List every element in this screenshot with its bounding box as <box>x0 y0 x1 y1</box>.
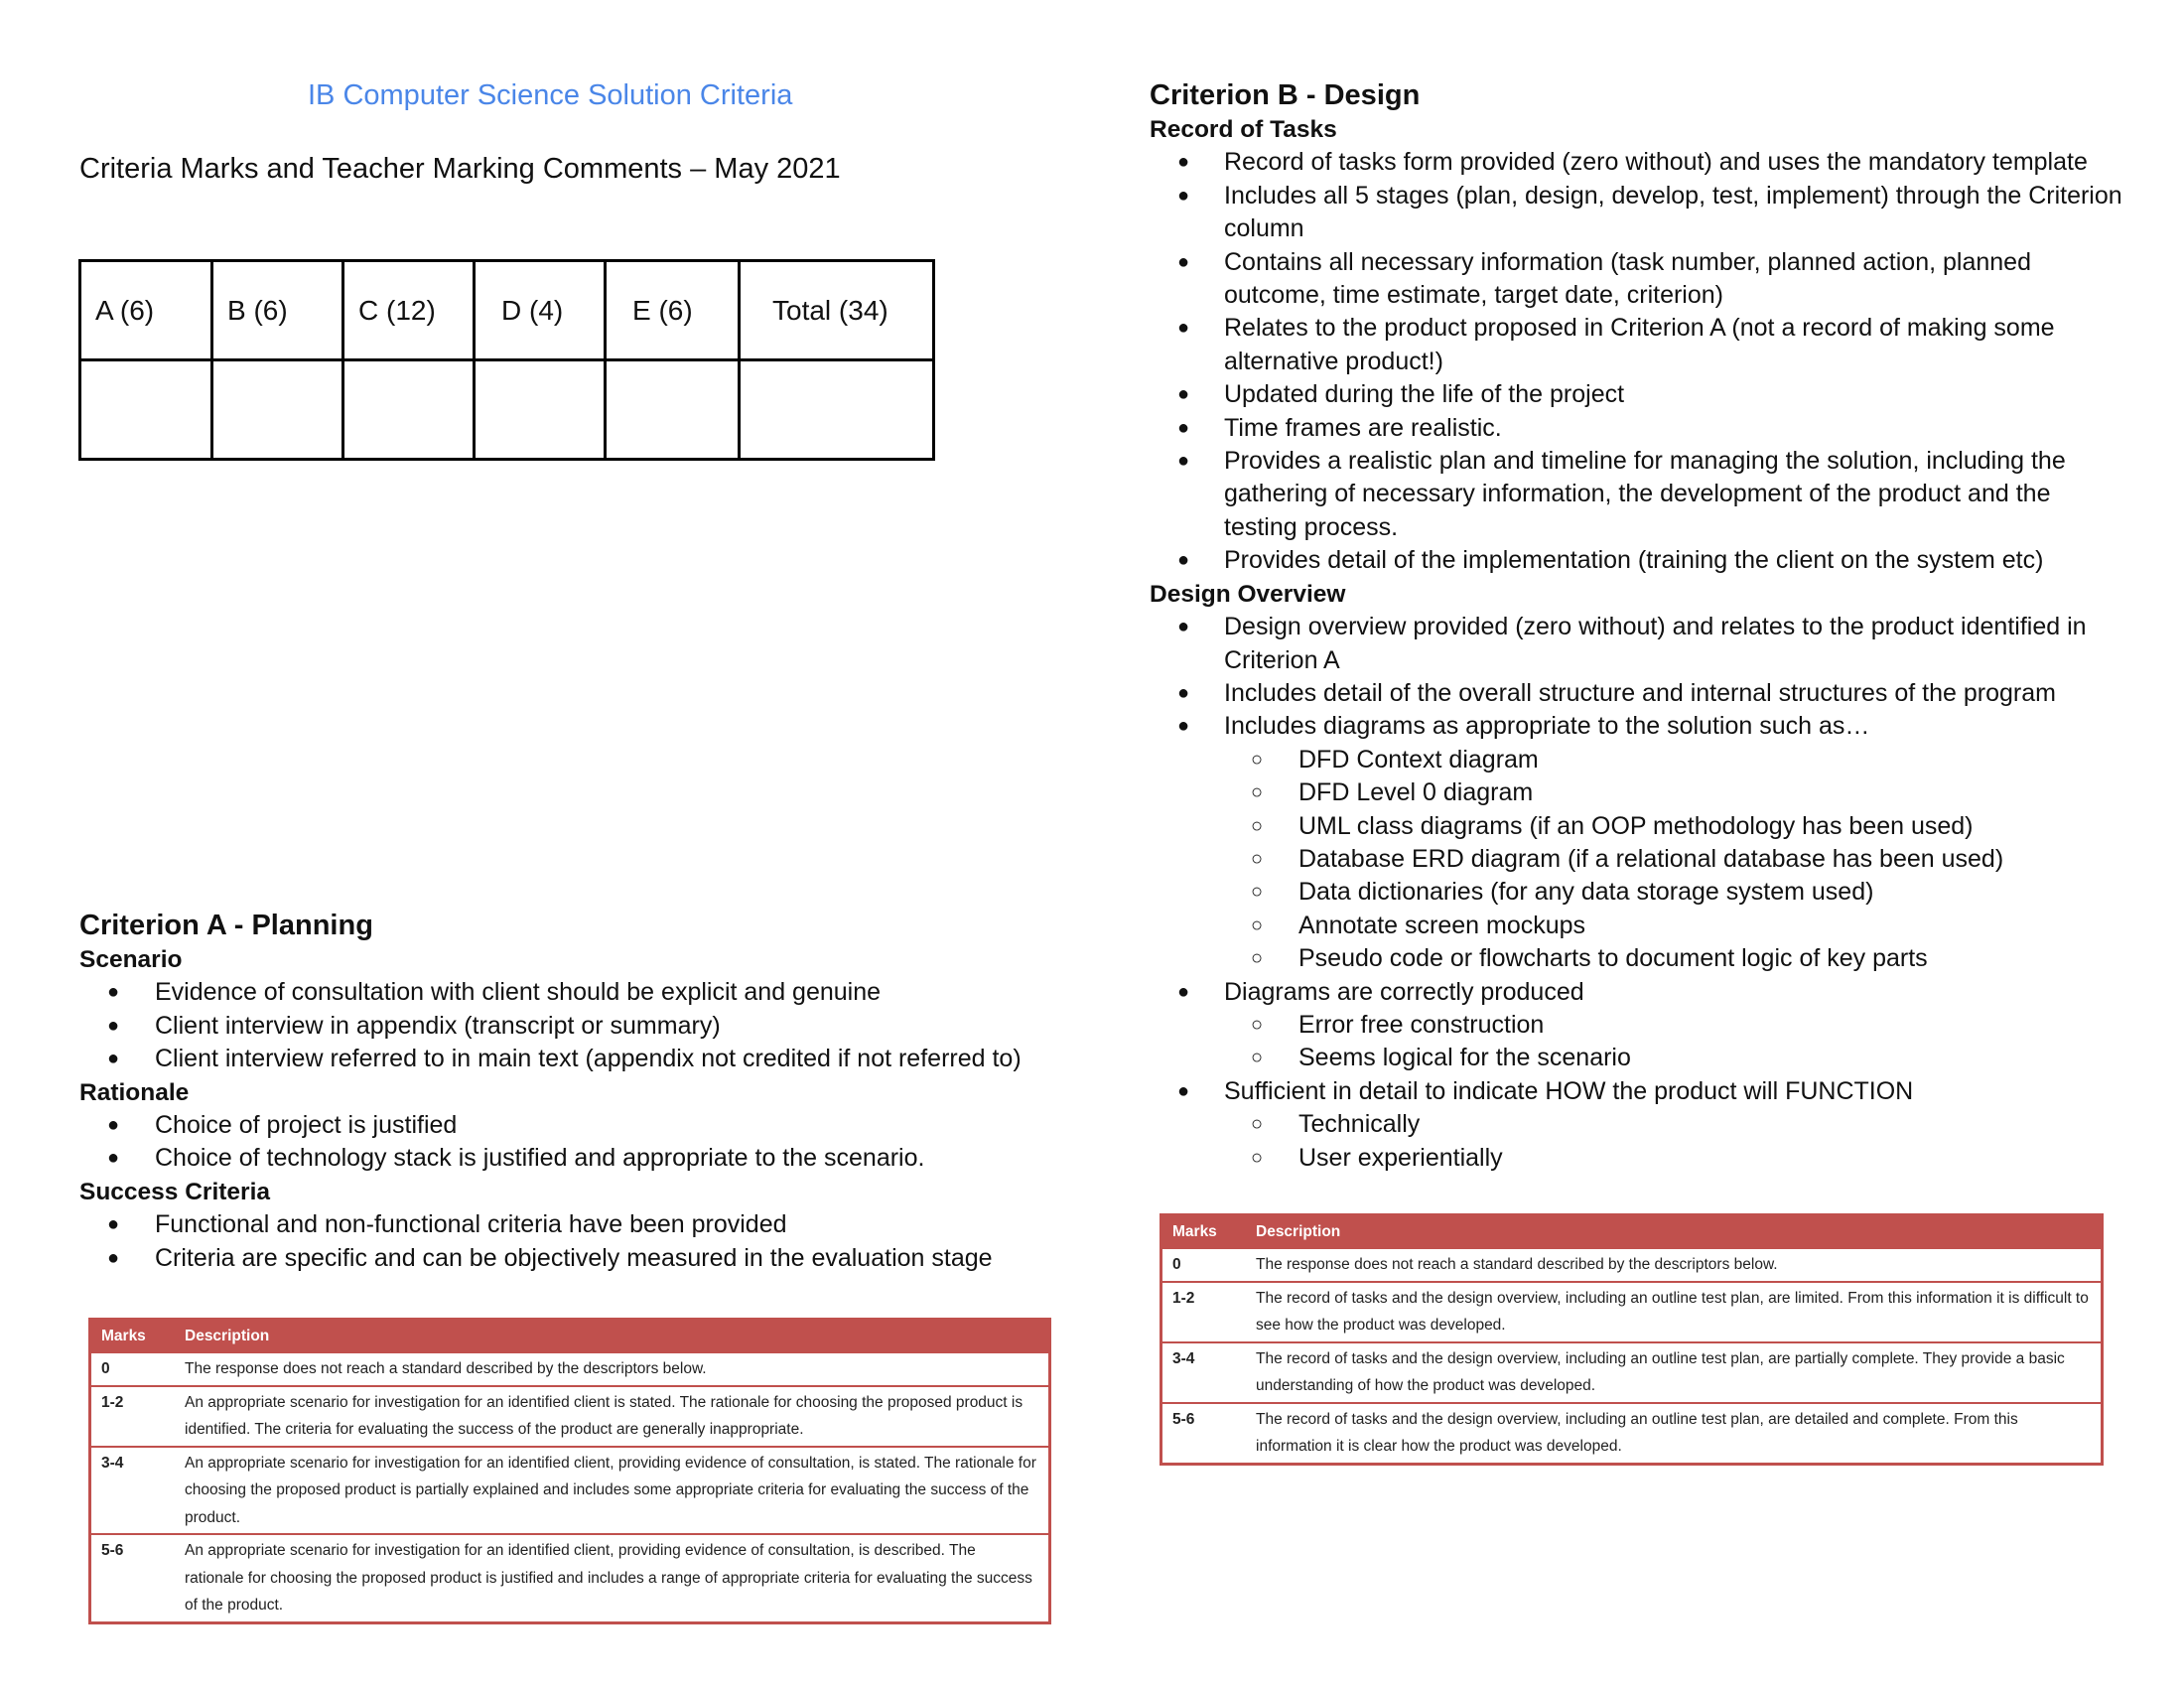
list-item: ● Includes diagrams as appropriate to the solution such as… <box>1150 710 2122 743</box>
marks-header-row <box>80 261 934 360</box>
list-item: ● Sufficient in detail to indicate HOW the product will FUNCTION <box>1150 1075 2122 1108</box>
design-overview-heading: Design Overview <box>1150 580 1346 608</box>
hollow-bullet-icon: ○ <box>1251 748 1264 771</box>
list-item: ○ Pseudo code or flowcharts to document logic of key parts <box>1150 942 2122 975</box>
bullet-icon: ● <box>107 1147 120 1170</box>
marks-value-cell-total[interactable] <box>740 360 934 460</box>
list-item: ● Client interview referred to in main text (appendix not credited if not referred to) <box>79 1043 1072 1075</box>
hollow-bullet-icon: ○ <box>1251 914 1264 936</box>
list-item: ○ DFD Context diagram <box>1150 744 2122 776</box>
bullet-icon: ● <box>107 1114 120 1137</box>
marks-value-cell-e[interactable] <box>606 360 740 460</box>
rubric-marks-cell: 0 <box>90 1352 176 1386</box>
rubric-marks-cell: 5-6 <box>90 1534 176 1622</box>
bullet-icon: ● <box>1177 980 1190 1003</box>
list-item: ● Design overview provided (zero without) and relates to the product identified in Criterion A <box>1177 613 2087 674</box>
design-overview-list <box>1150 611 2122 1175</box>
bullet-icon: ● <box>1177 383 1190 406</box>
list-item: ● Provides a realistic plan and timeline for managing the solution, including the gathering of necessary information, the development of the product and the testing process. <box>1177 447 2066 541</box>
bullet-icon: ● <box>1177 681 1190 704</box>
document-subtitle: Criteria Marks and Teacher Marking Comments – May 2021 <box>79 153 841 185</box>
list-item: ● Contains all necessary information (task number, planned action, planned outcome, time estimate, target date, criterion) <box>1177 247 2031 310</box>
marks-value-cell-a[interactable] <box>80 360 212 460</box>
bullet-icon: ● <box>1177 450 1190 473</box>
rubric-description-cell: The record of tasks and the design overview, including an outline test plan, are partially complete. They provide a basic understanding of how the product was developed. <box>1246 1342 2103 1403</box>
list-item: ○ Annotate screen mockups <box>1150 910 2122 942</box>
list-item: ● Includes detail of the overall structure and internal structures of the program <box>1150 677 2122 710</box>
scenario-heading: Scenario <box>79 946 183 973</box>
rubric-marks-cell: 1-2 <box>1161 1282 1247 1342</box>
rubric-marks-header: Marks <box>1161 1215 1247 1249</box>
marks-value-cell-c[interactable] <box>343 360 475 460</box>
rubric-marks-cell: 0 <box>1161 1248 1247 1282</box>
hollow-bullet-icon: ○ <box>1251 847 1264 870</box>
marks-header-cell: B (6) <box>212 261 343 360</box>
list-item: ○ Data dictionaries (for any data storage system used) <box>1150 876 2122 909</box>
list-item: ● Evidence of consultation with client should be explicit and genuine <box>79 976 1072 1009</box>
success-criteria-list <box>79 1208 1072 1275</box>
bullet-icon: ● <box>107 981 120 1004</box>
table-row <box>1161 1342 2103 1403</box>
hollow-bullet-icon: ○ <box>1251 1047 1264 1069</box>
list-item: ● Updated during the life of the project <box>1150 378 2122 411</box>
list-item: ● Relates to the product proposed in Criterion A (not a record of making some alternative product!) <box>1177 314 2055 375</box>
hollow-bullet-icon: ○ <box>1251 881 1264 904</box>
list-item: ● Provides detail of the implementation (training the client on the system etc) <box>1150 544 2122 577</box>
list-item: ● Time frames are realistic. <box>1150 412 2122 445</box>
rubric-description-cell: The response does not reach a standard described by the descriptors below. <box>1246 1248 2103 1282</box>
rubric-description-cell: An appropriate scenario for investigation for an identified client, providing evidence of consultation, is stated. The rationale for choosing the proposed product is partially explained and includes some appropriate criteria for evaluating the success of the product. <box>175 1447 1050 1535</box>
list-item: ○ UML class diagrams (if an OOP methodology has been used) <box>1150 810 2122 843</box>
bullet-icon: ● <box>1177 250 1190 273</box>
list-item: ● Criteria are specific and can be objectively measured in the evaluation stage <box>79 1242 1072 1275</box>
bullet-icon: ● <box>1177 1079 1190 1102</box>
criterion-b-section <box>1150 77 2122 1175</box>
rubric-description-header: Description <box>1246 1215 2103 1249</box>
record-of-tasks-list <box>1150 146 2122 577</box>
rubric-marks-cell: 3-4 <box>90 1447 176 1535</box>
marks-header-cell: D (4) <box>475 261 606 360</box>
bullet-icon: ● <box>1177 151 1190 174</box>
bullet-icon: ● <box>1177 616 1190 638</box>
list-item: ● Includes all 5 stages (plan, design, develop, test, implement) through the Criterion column <box>1177 181 2122 243</box>
scenario-list <box>79 976 1072 1075</box>
hollow-bullet-icon: ○ <box>1251 1146 1264 1169</box>
list-item: ● Functional and non-functional criteria have been provided <box>79 1208 1072 1241</box>
list-item: ○ Seems logical for the scenario <box>1150 1042 2122 1074</box>
rubric-header-row <box>90 1320 1050 1353</box>
success-criteria-heading: Success Criteria <box>79 1178 271 1205</box>
rubric-description-cell: An appropriate scenario for investigation for an identified client is stated. The rationale for choosing the proposed product is identified. The criteria for evaluating the success of the product are generally inappropriate. <box>175 1386 1050 1447</box>
table-row <box>90 1534 1050 1622</box>
marks-summary-table <box>78 259 935 461</box>
rubric-description-header: Description <box>175 1320 1050 1353</box>
marks-header-cell: Total (34) <box>740 261 934 360</box>
rubric-marks-cell: 1-2 <box>90 1386 176 1447</box>
bullet-icon: ● <box>107 1246 120 1269</box>
criterion-a-rubric-table <box>88 1318 1051 1624</box>
marks-value-cell-b[interactable] <box>212 360 343 460</box>
criterion-b-rubric-table <box>1160 1213 2104 1466</box>
rubric-description-cell: The response does not reach a standard described by the descriptors below. <box>175 1352 1050 1386</box>
list-item: ○ Database ERD diagram (if a relational database has been used) <box>1150 843 2122 876</box>
rubric-description-cell: The record of tasks and the design overview, including an outline test plan, are limited. From this information it is difficult to see how the product was developed. <box>1246 1282 2103 1342</box>
list-item: ● Choice of project is justified <box>79 1109 1072 1142</box>
table-row <box>1161 1248 2103 1282</box>
list-item: ○ Error free construction <box>1150 1009 2122 1042</box>
rubric-description-cell: An appropriate scenario for investigation for an identified client, providing evidence of consultation, is described. The rationale for choosing the proposed product is justified and includes a range of appropriate criteria for evaluating the success of the product. <box>175 1534 1050 1622</box>
hollow-bullet-icon: ○ <box>1251 947 1264 970</box>
rubric-marks-cell: 5-6 <box>1161 1403 1247 1465</box>
hollow-bullet-icon: ○ <box>1251 1013 1264 1036</box>
record-of-tasks-heading: Record of Tasks <box>1150 116 1337 143</box>
bullet-icon: ● <box>1177 715 1190 738</box>
table-row <box>1161 1282 2103 1342</box>
rubric-marks-header: Marks <box>90 1320 176 1353</box>
marks-value-row <box>80 360 934 460</box>
list-item: ○ Technically <box>1150 1108 2122 1141</box>
rubric-marks-cell: 3-4 <box>1161 1342 1247 1403</box>
rationale-heading: Rationale <box>79 1078 190 1106</box>
table-row <box>90 1447 1050 1535</box>
bullet-icon: ● <box>1177 317 1190 340</box>
rationale-list <box>79 1109 1072 1176</box>
bullet-icon: ● <box>1177 549 1190 572</box>
marks-header-cell: E (6) <box>606 261 740 360</box>
bullet-icon: ● <box>1177 416 1190 439</box>
list-item: ● Record of tasks form provided (zero without) and uses the mandatory template <box>1150 146 2122 179</box>
table-row <box>1161 1403 2103 1465</box>
list-item: ○ User experientially <box>1150 1142 2122 1175</box>
criterion-a-section <box>79 908 1072 1275</box>
list-item: ○ DFD Level 0 diagram <box>1150 776 2122 809</box>
list-item: ● Client interview in appendix (transcript or summary) <box>79 1010 1072 1043</box>
list-item: ● Diagrams are correctly produced <box>1150 976 2122 1009</box>
bullet-icon: ● <box>107 1014 120 1037</box>
bullet-icon: ● <box>107 1213 120 1236</box>
marks-header-cell: A (6) <box>80 261 212 360</box>
hollow-bullet-icon: ○ <box>1251 814 1264 837</box>
criterion-a-title: Criterion A - Planning <box>79 910 373 941</box>
marks-value-cell-d[interactable] <box>475 360 606 460</box>
list-item: ● Choice of technology stack is justified and appropriate to the scenario. <box>79 1142 1072 1175</box>
hollow-bullet-icon: ○ <box>1251 1113 1264 1136</box>
hollow-bullet-icon: ○ <box>1251 781 1264 804</box>
table-row <box>90 1386 1050 1447</box>
document-title: IB Computer Science Solution Criteria <box>308 79 793 111</box>
table-row <box>90 1352 1050 1386</box>
rubric-description-cell: The record of tasks and the design overview, including an outline test plan, are detailed and complete. From this information it is clear how the product was developed. <box>1246 1403 2103 1465</box>
bullet-icon: ● <box>1177 184 1190 207</box>
criterion-b-title: Criterion B - Design <box>1150 79 1421 111</box>
marks-header-cell: C (12) <box>343 261 475 360</box>
bullet-icon: ● <box>107 1048 120 1070</box>
rubric-header-row <box>1161 1215 2103 1249</box>
